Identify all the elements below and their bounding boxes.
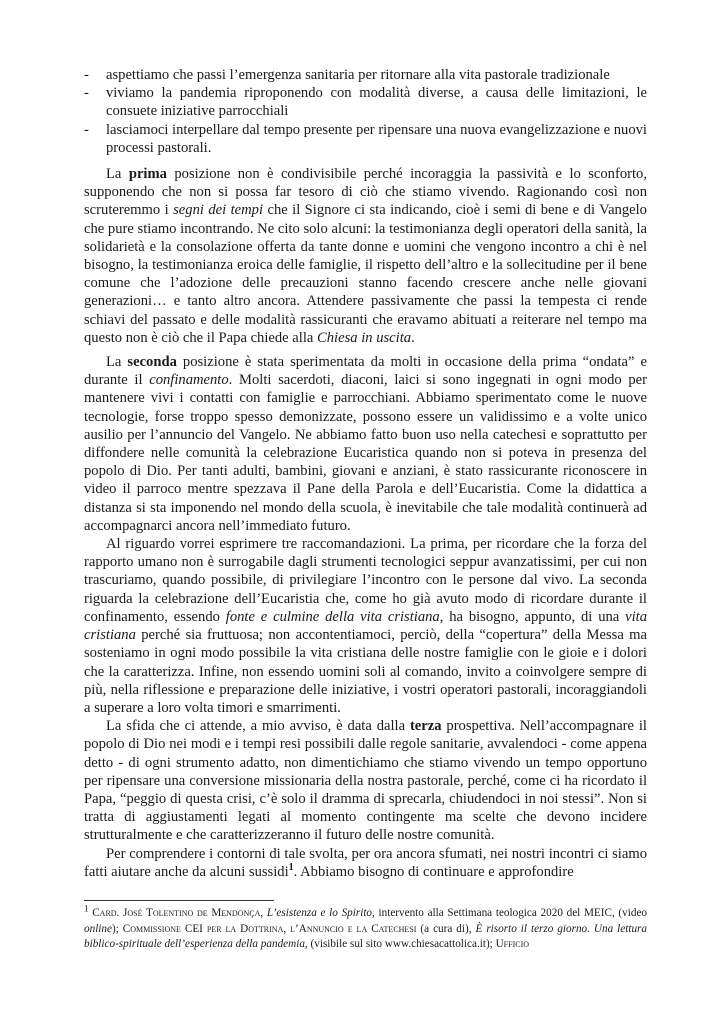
text-run: , ha bisogno, appunto, di una — [439, 608, 626, 625]
footnote-author: Card. José Tolentino de Mendonça — [92, 907, 261, 919]
text-run: . — [411, 329, 415, 346]
bullet-list — [84, 66, 647, 157]
paragraph-seconda — [84, 353, 647, 535]
text-run: , — [260, 907, 267, 919]
footnote-author: Commissione CEI per la Dottrina, l’Annuncio e la Catechesi — [122, 922, 417, 935]
text-run: . Abbiamo bisogno di continuare e approfondire — [293, 863, 574, 880]
bold-term: terza — [409, 718, 442, 735]
text-run: . Molti sacerdoti, diaconi, laici si sono ingegnati in ogni modo per mantenere vivi i contatti con famiglie e parrocchiani. Abbiamo sperimentato come le nuove tecnologie, forse troppo spesso demonizzate, possono essere un validissimo e a volte unico ausilio per l’annuncio del Vangelo. Ne abbiamo fatto buon uso nella catechesi e soprattutto per diffondere nelle comunità la celebrazione Eucaristica quando non si poteva in presenza del popolo di Dio. Per tanti adulti, bambini, giovani e anziani, è stato rassicurante riconoscere in video il parroco mentre spezzava il Pane della Parola e dell’Eucaristia. Come la didattica a distanza si sta imponendo nel mondo della scuola, è inevitabile che tale modalità continuerà ad accompagnarci ancora nell’immediato futuro. — [84, 372, 647, 534]
footnote-title: L’esistenza e lo Spirito — [266, 907, 373, 919]
text-run: La — [106, 354, 128, 371]
italic-term: segni dei tempi — [173, 202, 264, 219]
italic-term: vita cristiana — [84, 608, 647, 644]
bullet-dash: - — [84, 85, 89, 102]
text-run: , intervento alla Settimana teologica 2020 del MEIC, (video — [372, 907, 648, 919]
bullet-dash: - — [84, 121, 89, 138]
italic-term: Chiesa in uscita — [317, 329, 412, 346]
document-body — [84, 66, 647, 881]
italic-term: fonte e culmine della vita cristiana — [225, 608, 440, 625]
list-item — [84, 66, 647, 84]
paragraph-terza — [84, 717, 647, 844]
text-run: perché sia fruttuosa; non accontentiamoci, perciò, della “copertura” della Messa ma sosteniamo in ogni modo possibile la vita cristiana delle nostre famiglie con le gioie e i dolori che la caratterizza. Infine, non essendo uomini soli al comando, invito a coinvolgere sempre di più, nella riflessione e preparazione delle iniziative, i vostri operatori pastorali, incoraggiandoli a superare a loro volta timori e smarrimenti. — [84, 627, 647, 716]
text-run: La — [106, 166, 129, 183]
text-run: (a cura di), — [416, 922, 476, 935]
list-item-text: aspettiamo che passi l’emergenza sanitaria per ritornare alla vita pastorale tradizionale — [106, 67, 610, 83]
paragraph-raccomandazioni — [84, 535, 647, 717]
list-item — [84, 84, 647, 120]
footnote-title: È risorto il terzo giorno. Una lettura biblico-spirituale dell’esperienza della pandemia — [84, 922, 647, 951]
text-run: , (visibile sul sito www.chiesacattolica.it); — [304, 938, 496, 951]
paragraph-sussidi — [84, 845, 647, 881]
list-item-text: viviamo la pandemia riproponendo con modalità diverse, a causa delle limitazioni, le consuete iniziative parrocchiali — [106, 85, 647, 120]
footnote-divider — [84, 900, 274, 901]
bullet-dash: - — [84, 67, 89, 83]
text-run: La sfida che ci attende, a mio avviso, è data dalla — [106, 718, 410, 735]
list-item-text: lasciamoci interpellare dal tempo presente per ripensare una nuova evangelizzazione e nuovi processi pastorali. — [106, 121, 647, 156]
bold-term: prima — [128, 166, 167, 183]
footnote-reference[interactable]: 1 — [288, 861, 294, 873]
footnote — [84, 903, 648, 953]
text-run: prospettiva. Nell’accompagnare il popolo di Dio nei modi e i tempi resi possibili dalle regole sanitarie, avvalendoci - come appena detto - di ogni strumento adatto, non dimentichiamo che stiamo vivendo un tempo opportuno per ripensare una conversione missionaria della nostra pastorale, perché, come ci ha ricordato il Papa, “peggio di questa crisi, c’è solo il dramma di sprecarla, chiudendoci in noi stessi”. Non si tratta di aggiustamenti legati al momento contingente ma scelte che devono incidere strutturalmente e che caratterizzeranno il futuro delle nostre comunità. — [84, 718, 647, 844]
text-run: che il Signore ci sta indicando, cioè i semi di bene e di Vangelo che pure stiamo incontrando. Ne cito solo alcuni: la testimonianza degli operatori della sanità, la solidarietà e la consolazione offerta da tante donne e uomini che vengono incontro a chi è nel bisogno, la testimonianza eroica delle famiglie, il rispetto dell’altro e la sollecitudine per il bene comune che l’adozione delle precauzioni stanno facendo crescere anche nelle giovani generazioni… e tanto altro ancora. Attendere passivamente che passi la tempesta ci rende schiavi del passato e delle modalità rassicuranti che eravamo abituati a reiterare nel tempo ma questo non è ciò che il Papa chiede alla — [84, 202, 647, 346]
footnote-number: 1 — [84, 903, 89, 914]
paragraph-prima — [84, 165, 647, 347]
text-run: Per comprendere i contorni di tale svolta, per ora ancora sfumati, nei nostri incontri ci siamo fatti aiutare anche da alcuni sussidi — [84, 845, 647, 880]
bold-term: seconda — [127, 354, 177, 371]
text-run: posizione è stata sperimentata da molti in occasione della prima “ondata” e durante il — [84, 354, 648, 389]
text-run: posizione non è condivisibile perché incoraggia la passività e lo sconforto, supponendo che non si possa far tesoro di ciò che stiamo vivendo. Ragionando così non scruteremmo i — [84, 166, 647, 219]
text-run: ); — [111, 922, 123, 935]
text-run: Al riguardo vorrei esprimere tre raccomandazioni. La prima, per ricordare che la forza del rapporto umano non è surrogabile dagli strumenti tecnologici seppur avanzatissimi, per cui non trascuriamo, quando possibile, di privilegiare l’incontro con le persone dal vivo. La seconda riguarda la celebrazione dell’Eucaristia che, come ho già avuto modo di ricordare durante il confinamento, essendo — [84, 536, 647, 625]
italic-term: online — [84, 922, 112, 935]
footnote-author: Ufficio — [495, 938, 530, 951]
italic-term: confinamento — [149, 372, 229, 389]
list-item — [84, 121, 647, 157]
